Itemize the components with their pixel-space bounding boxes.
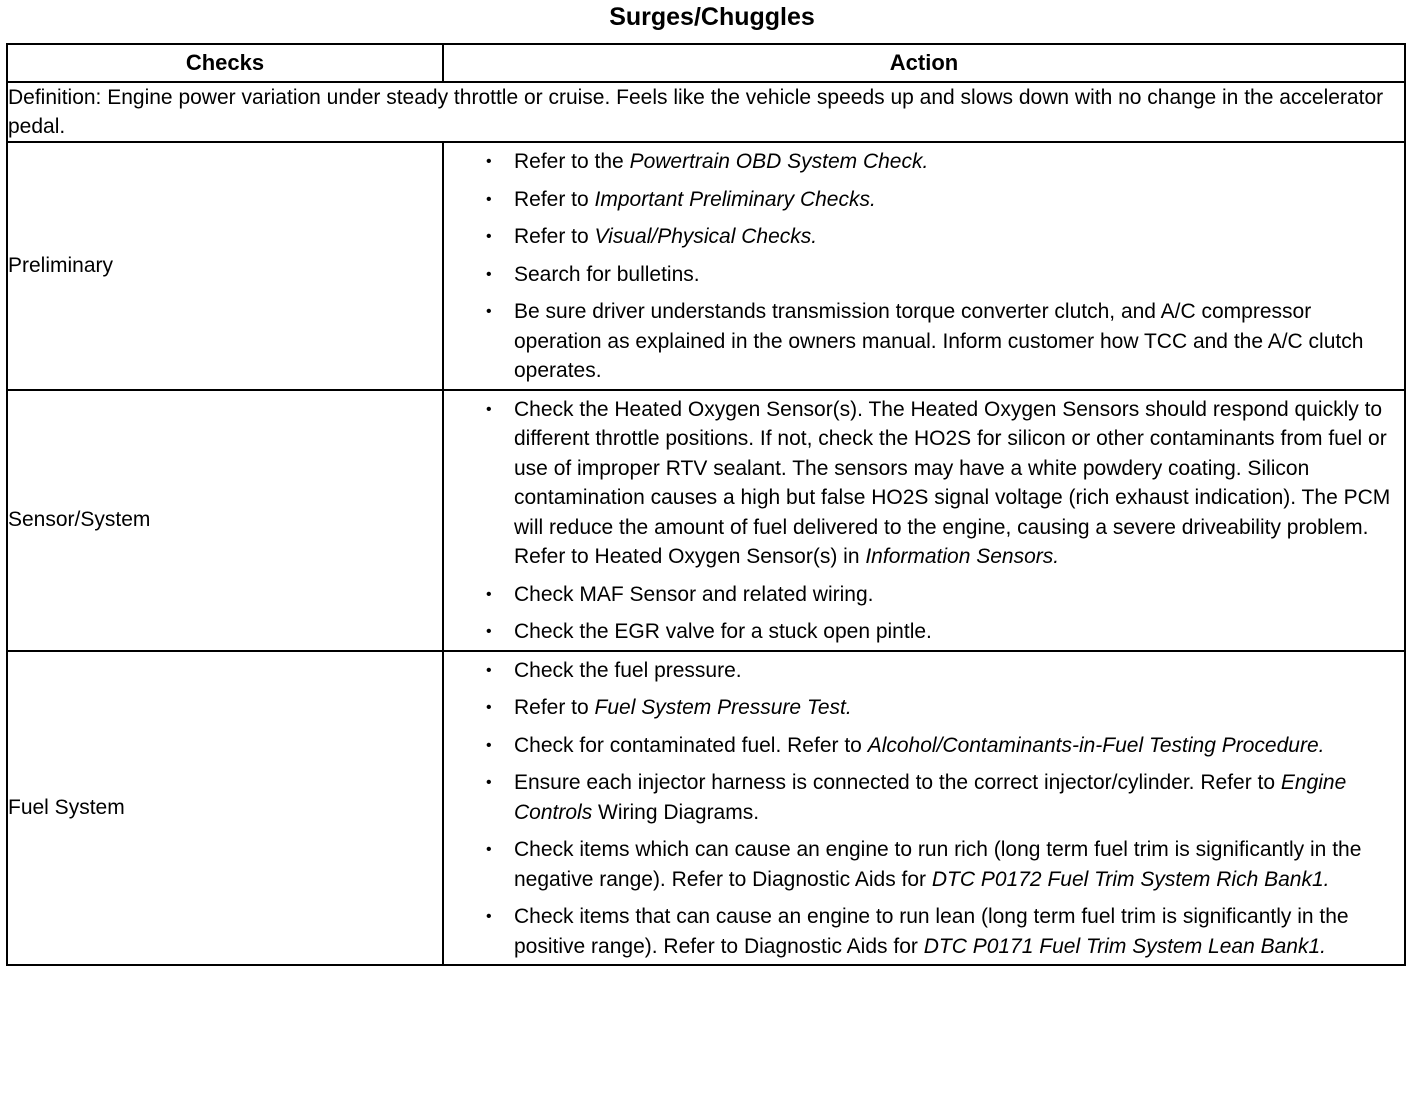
- check-name: Preliminary: [7, 142, 443, 390]
- action-text: Check the fuel pressure.: [514, 658, 742, 682]
- action-text: Ensure each injector harness is connected to the correct injector/cylinder. Refer to: [514, 771, 1281, 794]
- action-item: [444, 693, 1396, 723]
- action-text: Check the EGR valve for a stuck open pintle.: [514, 620, 932, 643]
- action-reference: Information Sensors.: [865, 545, 1060, 568]
- action-item: [444, 185, 1396, 215]
- bullet-icon: •: [486, 265, 492, 283]
- action-text: Check the Heated Oxygen Sensor(s). The Heated Oxygen Sensors should respond quickly to different throttle positions. If not, check the HO2S for silicon or other contaminants from fuel or use of improper RTV sealant. The sensors may have a white powdery coating. Silicon contamination causes a high but false HO2S signal voltage (rich exhaust indication). The PCM will reduce the amount of fuel delivered to the engine, causing a severe driveability problem. Refer to Heated Oxygen Sensor(s) in: [514, 397, 1391, 568]
- action-text: Refer to: [514, 225, 595, 248]
- action-reference: Important Preliminary Checks.: [594, 187, 876, 211]
- bullet-icon: •: [486, 908, 492, 925]
- action-list: [444, 143, 1404, 389]
- bullet-icon: •: [486, 841, 492, 858]
- action-text: Check items which can cause an engine to run rich (long term fuel trim is significantly in the negative range). Refer to Diagnostic Aids for: [514, 838, 1362, 891]
- action-item: [444, 731, 1396, 761]
- table-row: [7, 651, 1405, 966]
- surges-chuggles-table: [6, 43, 1406, 966]
- table-row: [7, 142, 1405, 390]
- action-item: [444, 617, 1396, 647]
- action-cell: [443, 390, 1405, 651]
- action-reference: DTC P0171 Fuel Trim System Lean Bank1.: [923, 934, 1326, 958]
- action-list: [444, 652, 1404, 965]
- bullet-icon: •: [486, 585, 492, 603]
- table-row: [7, 390, 1405, 651]
- action-item: [444, 580, 1396, 610]
- bullet-icon: •: [486, 699, 492, 716]
- action-reference: Powertrain OBD System Check.: [629, 150, 929, 173]
- action-item: [444, 395, 1396, 572]
- action-item: [444, 260, 1396, 290]
- bullet-icon: •: [486, 303, 492, 320]
- action-text: Refer to: [514, 696, 595, 719]
- action-header: Action: [443, 44, 1405, 82]
- action-text: Be sure driver understands transmission torque converter clutch, and A/C compressor operation as explained in the owners manual. Inform customer how TCC and the A/C clutch operates.: [514, 300, 1364, 382]
- action-item: [444, 147, 1396, 177]
- action-cell: [443, 142, 1405, 390]
- bullet-icon: •: [486, 661, 492, 679]
- action-reference: DTC P0172 Fuel Trim System Rich Bank1.: [931, 867, 1330, 891]
- action-reference: Visual/Physical Checks.: [594, 225, 818, 248]
- page-title: Surges/Chuggles: [609, 3, 815, 31]
- action-text: Check for contaminated fuel. Refer to: [514, 733, 868, 757]
- check-name: Fuel System: [7, 651, 443, 966]
- action-item: [444, 297, 1396, 386]
- action-text: Refer to: [514, 187, 595, 211]
- definition-text: Definition: Engine power variation under steady throttle or cruise. Feels like the vehicle speeds up and slows down with no change in the accelerator pedal.: [7, 82, 1405, 142]
- bullet-icon: •: [486, 774, 492, 791]
- bullet-icon: •: [486, 153, 492, 170]
- header-row: [7, 44, 1405, 82]
- action-item: [444, 222, 1396, 252]
- action-item: [444, 902, 1396, 961]
- action-reference: Alcohol/Contaminants-in-Fuel Testing Procedure.: [867, 733, 1325, 757]
- bullet-icon: •: [486, 228, 492, 245]
- bullet-icon: •: [486, 623, 492, 640]
- action-reference: Fuel System Pressure Test.: [594, 696, 852, 719]
- bullet-icon: •: [486, 190, 492, 208]
- action-item: [444, 768, 1396, 827]
- action-item: [444, 656, 1396, 686]
- action-text: Check items that can cause an engine to run lean (long term fuel trim is significantly in the positive range). Refer to Diagnostic Aids for: [514, 905, 1349, 958]
- bullet-icon: •: [486, 736, 492, 754]
- checks-header: Checks: [7, 44, 443, 82]
- definition-row: [7, 82, 1405, 142]
- action-text: Refer to the: [514, 150, 630, 173]
- action-list: [444, 391, 1404, 650]
- action-text: Check MAF Sensor and related wiring.: [514, 582, 874, 606]
- action-reference: Engine Controls: [514, 771, 1347, 824]
- check-name: Sensor/System: [7, 390, 443, 651]
- action-text: Search for bulletins.: [514, 262, 700, 286]
- action-cell: [443, 651, 1405, 966]
- action-item: [444, 835, 1396, 894]
- action-text: Wiring Diagrams.: [592, 800, 760, 824]
- bullet-icon: •: [486, 400, 492, 418]
